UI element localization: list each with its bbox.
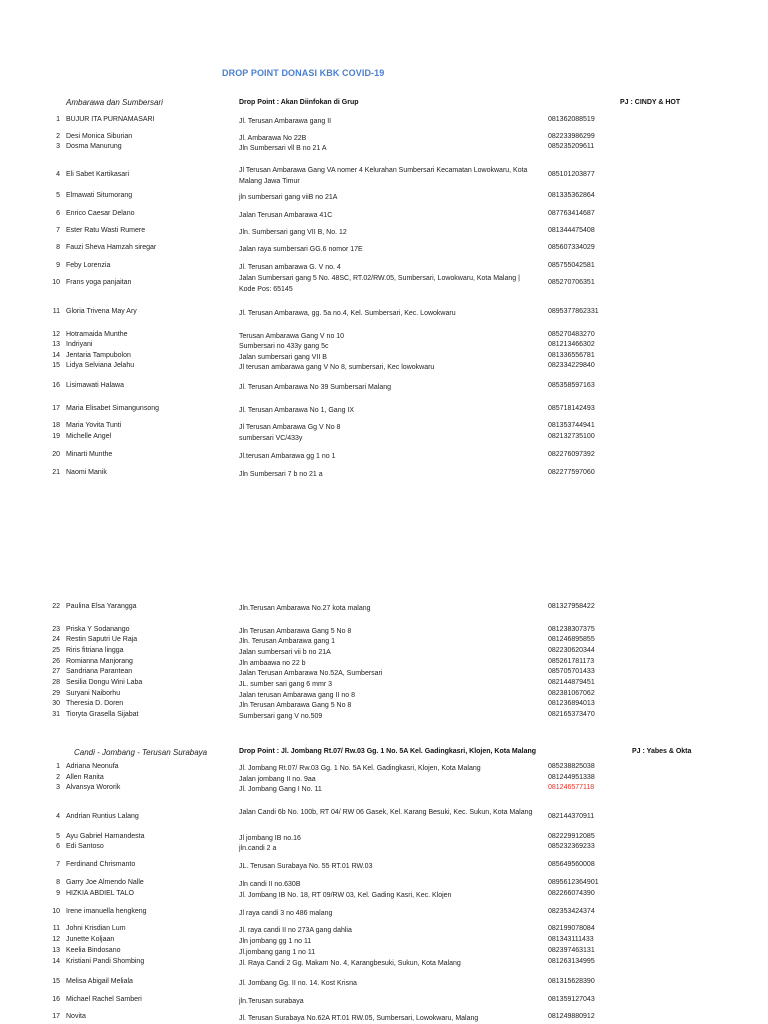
row-phone: 082277597060 — [548, 469, 595, 476]
row-phone: 081244951338 — [548, 774, 595, 781]
row-phone: 081336556781 — [548, 352, 595, 359]
row-address: Jalan jombang II no. 9aa — [239, 776, 316, 783]
row-phone: 087763414687 — [548, 210, 595, 217]
row-number: 1 — [56, 763, 60, 770]
row-phone: 085101203877 — [548, 171, 595, 178]
row-name: Edi Santoso — [66, 843, 104, 850]
row-name: Suryani Naiborhu — [66, 690, 121, 697]
row-phone: 081344475408 — [548, 227, 595, 234]
row-number: 9 — [56, 262, 60, 269]
row-phone: 085607334029 — [548, 244, 595, 251]
row-phone: 081249880912 — [548, 1013, 595, 1020]
row-phone: 081362088519 — [548, 116, 595, 123]
row-name: Lisimawati Halawa — [66, 382, 124, 389]
row-name: Garry Joe Almendo Nalle — [66, 879, 144, 886]
row-address: Jalan Candi 6b No. 100b, RT 04/ RW 06 Gasek, Kel. Karang Besuki, Kec. Sukun, Kota Malang — [239, 809, 533, 816]
row-name: Gloria Trivena May Ary — [66, 308, 137, 315]
row-name: Tioryta Grasella Sijabat — [66, 711, 139, 718]
row-address: Jl.terusan Ambarawa gg 1 no 1 — [239, 453, 336, 460]
row-name: Irene imanuella hengkeng — [66, 908, 147, 915]
section-1-pj: PJ : CINDY & HOT — [620, 99, 681, 106]
row-name: Romianna Manjorang — [66, 658, 133, 665]
row-address: Jalan sumbersari vii b no 21A — [239, 649, 331, 656]
row-phone: 081238307375 — [548, 626, 595, 633]
row-address: Jln. Terusan Ambarawa gang 1 — [239, 638, 335, 645]
row-name: Junette Koljaan — [66, 936, 115, 943]
row-number: 14 — [52, 352, 60, 359]
row-name: Priska Y Sodanango — [66, 626, 130, 633]
row-number: 15 — [52, 978, 60, 985]
row-number: 1 — [56, 116, 60, 123]
row-number: 2 — [56, 133, 60, 140]
row-phone: 08527070635​1 — [548, 279, 595, 286]
row-number: 14 — [52, 958, 60, 965]
row-address: Jalan Sumbersari gang 5 No. 48SC, RT.02/RW.05, Sumbersari, Lowokwaru, Kota Malang | Kode Pos: 65145 — [239, 275, 520, 293]
row-address: Terusan Ambarawa Gang V no 10 — [239, 333, 345, 340]
row-address: jln.candi 2 a — [239, 845, 277, 852]
row-address: Jl Terusan Ambarawa Gang VA nomer 4 Kelurahan Sumbersari Kecamatan Lowokwaru, Kota Malang Jawa Timur — [239, 167, 528, 185]
row-name: Enrico Caesar Delano — [66, 210, 135, 217]
row-number: 8 — [56, 244, 60, 251]
row-address: Jalan terusan Ambarawa gang II no 8 — [239, 692, 355, 699]
row-name: Riris fitriana lingga — [66, 647, 124, 654]
row-phone: 081315628390 — [548, 978, 595, 985]
row-name: Sandriana Parantean — [66, 668, 133, 675]
row-number: 21 — [52, 469, 60, 476]
row-phone: 082132735100 — [548, 433, 595, 440]
row-name: Michelle Angel — [66, 433, 112, 440]
row-phone: 0895612364901 — [548, 879, 599, 886]
row-phone: 085755042581 — [548, 262, 595, 269]
row-phone: 085705701433 — [548, 668, 595, 675]
row-name: Ferdinand Chrismanto — [66, 861, 136, 868]
row-phone: 085261781173 — [548, 658, 595, 665]
row-name: Keelia Bindosano — [66, 947, 121, 954]
row-number: 27 — [52, 668, 60, 675]
row-name: Theresia D. Doren — [66, 700, 124, 707]
row-number: 23 — [52, 626, 60, 633]
row-phone: 085235209611 — [548, 143, 595, 150]
row-name: Desi Monica Siburian — [66, 133, 133, 140]
row-address: Jl. Jombang Gang I No. 11 — [239, 786, 322, 793]
row-address: Jln Sumbersari vll B no 21 A — [239, 145, 327, 152]
row-address: Jl. Terusan Ambarawa No 1, Gang IX — [239, 407, 355, 414]
row-phone: 085270483270 — [548, 331, 595, 338]
row-phone: 081236894013 — [548, 700, 595, 707]
row-name: Dosma Manurung — [66, 143, 122, 150]
row-address: Jl raya candi 3 no 486 malang — [239, 910, 333, 917]
row-address: Jln Sumbersari 7 b no 21 a — [239, 471, 323, 478]
row-number: 2 — [56, 774, 60, 781]
row-phone: 081327958422 — [548, 603, 595, 610]
row-name: Frans yoga panjaitan — [66, 279, 132, 286]
row-phone: 081353744941 — [548, 422, 595, 429]
row-phone: 081246895855 — [548, 636, 595, 643]
section-2-drop-point: Drop Point : Jl. Jombang Rt.07/ Rw.03 Gg. 1 No. 5A Kel. Gadingkasri, Klojen, Kota Malang — [239, 748, 537, 755]
row-address: Sumbersari no 433y gang 5c — [239, 343, 329, 350]
row-number: 4 — [56, 171, 60, 178]
row-number: 24 — [52, 636, 60, 643]
row-name: Hotramaida Munthe — [66, 331, 128, 338]
row-number: 7 — [56, 861, 60, 868]
row-number: 9 — [56, 890, 60, 897]
row-number: 10 — [52, 279, 60, 286]
row-phone: 081263134995 — [548, 958, 595, 965]
row-address: Jln Terusan Ambarawa Gang 5 No 8 — [239, 628, 352, 635]
row-name: Melisa Abigail Meliala — [66, 978, 133, 985]
row-number: 20 — [52, 451, 60, 458]
row-address: Jln. Sumbersari gang VII B, No. 12 — [239, 229, 347, 236]
row-address: JL. sumber sari gang 6 mmr 3 — [239, 681, 332, 688]
row-number: 22 — [52, 603, 60, 610]
row-phone: 082144879451 — [548, 679, 595, 686]
section-2-pj: PJ : Yabes & Okta — [632, 748, 692, 755]
row-phone: 081343111433 — [548, 936, 594, 943]
row-name: Michael Rachel Samberi — [66, 996, 142, 1003]
row-number: 13 — [52, 341, 60, 348]
row-address: sumbersari VC/433y — [239, 435, 303, 442]
row-phone: 085358597163 — [548, 382, 595, 389]
row-address: Jl. Terusan ambarawa G. V no. 4 — [239, 264, 341, 271]
row-name: Jentaria Tampubolon — [66, 352, 131, 359]
row-name: Maria Yovita Tunti — [66, 422, 122, 429]
row-phone: 081359127043 — [548, 996, 595, 1003]
row-phone: 081246577118 — [548, 784, 595, 791]
row-address: Jl. Jombang Rt.07/ Rw.03 Gg. 1 No. 5A Kel. Gadingkasri, Klojen, Kota Malang — [239, 765, 481, 772]
row-number: 13 — [52, 947, 60, 954]
row-phone: 082334229840 — [548, 362, 595, 369]
row-phone: 085718142493 — [548, 405, 595, 412]
row-name: Indriyani — [66, 341, 93, 348]
row-address: Jl. Terusan Ambarawa, gg. 5a no.4, Kel. Sumbersari, Kec. Lowokwaru — [239, 310, 456, 317]
section-2-name: Candi - Jombang - Terusan Surabaya — [74, 748, 208, 757]
row-number: 11 — [52, 308, 60, 315]
row-name: Lidya Selviana Jelahu — [66, 362, 135, 369]
row-phone: 082229912085 — [548, 833, 595, 840]
row-number: 25 — [52, 647, 60, 654]
row-name: Paulina Elsa Yarangga — [66, 603, 137, 610]
row-number: 3 — [56, 143, 60, 150]
row-number: 6 — [56, 210, 60, 217]
row-name: Kristiani Pandi Shombing — [66, 958, 145, 965]
row-number: 26 — [52, 658, 60, 665]
row-phone: 081335362864 — [548, 192, 595, 199]
row-address: Jl. Jombang Gg. II no. 14. Kost Krisna — [239, 980, 357, 987]
row-phone: 082381067062 — [548, 690, 595, 697]
section-1-drop-point: Drop Point : Akan Diinfokan di Grup — [239, 99, 359, 106]
row-number: 12 — [52, 936, 60, 943]
row-number: 17 — [52, 405, 60, 412]
row-number: 28 — [52, 679, 60, 686]
row-name: Adriana Neonufa — [66, 763, 119, 770]
row-number: 17 — [52, 1013, 60, 1020]
row-name: HIZKIA ABDIEL TALO — [66, 890, 134, 897]
row-number: 29 — [52, 690, 60, 697]
row-phone: 085238825038 — [548, 763, 595, 770]
row-name: Allen Ranita — [66, 774, 104, 781]
row-address: Jl. Terusan Ambarawa No 39 Sumbersari Malang — [239, 384, 392, 391]
row-phone: 082144370911 — [548, 813, 595, 820]
row-address: Jl terusan ambarawa gang V No 8, sumbersari, Kec lowokwaru — [239, 364, 435, 371]
row-phone: 085232369233 — [548, 843, 595, 850]
row-number: 16 — [52, 996, 60, 1003]
row-address: Jl. Ambarawa No 22B — [239, 135, 307, 142]
row-address: Jl. raya candi II no 273A gang dahlia — [239, 927, 352, 934]
row-phone: 082165373470 — [548, 711, 595, 718]
row-address: jln sumbersari gang viiB no 21A — [239, 194, 338, 201]
row-phone: 082233986299 — [548, 133, 595, 140]
row-name: Alvansya Wororik — [66, 784, 121, 791]
row-address: Jln.Terusan Ambarawa No.27 kota malang — [239, 605, 371, 612]
row-address: Jl Terusan Ambarawa Gg V No 8 — [239, 424, 341, 431]
row-address: Jl jombang IB no.16 — [239, 835, 301, 842]
row-name: Sesilia Dongu Wini Laba — [66, 679, 143, 686]
row-address: Jalan sumbersari gang VII B — [239, 354, 327, 361]
row-number: 10 — [52, 908, 60, 915]
row-name: Restin Saputri Ue Raja — [66, 636, 138, 643]
row-number: 15 — [52, 362, 60, 369]
row-address: Jln jombang gg 1 no 11 — [239, 938, 312, 945]
row-number: 31 — [52, 711, 60, 718]
row-address: Sumbersari gang V no.509 — [239, 713, 323, 720]
row-address: jln.Terusan surabaya — [239, 998, 304, 1005]
row-phone: 082199078084 — [548, 925, 595, 932]
row-address: Jln Terusan Ambarawa Gang 5 No 8 — [239, 702, 352, 709]
row-address: Jln candi II no.630B — [239, 881, 301, 888]
row-address: Jalan Terusan Ambarawa 41C — [239, 212, 333, 219]
row-name: BUJUR ITA PURNAMASARI — [66, 116, 155, 123]
row-number: 11 — [52, 925, 60, 932]
row-address: Jl. Terusan Surabaya No.62A RT.01 RW.05, Sumbersari, Lowokwaru, Malang — [239, 1015, 479, 1022]
row-name: Ester Ratu Wasti Rumere — [66, 227, 146, 234]
row-number: 19 — [52, 433, 60, 440]
row-number: 30 — [52, 700, 60, 707]
row-name: Feby Lorenzia — [66, 262, 111, 269]
row-name: Johni Krisdian Lum — [66, 925, 126, 932]
row-address: Jln ambaawa no 22 b — [239, 660, 306, 667]
row-phone: 081213466302 — [548, 341, 595, 348]
row-phone: 082230620344 — [548, 647, 595, 654]
row-number: 16 — [52, 382, 60, 389]
row-name: Eli Sabet Kartikasari — [66, 171, 130, 178]
row-address: Jl. Terusan Ambarawa gang II — [239, 118, 332, 125]
row-number: 4 — [56, 813, 60, 820]
row-name: Fauzi Sheva Hamzah siregar — [66, 244, 157, 251]
row-number: 5 — [56, 833, 60, 840]
row-phone: 082276097392 — [548, 451, 595, 458]
row-number: 8 — [56, 879, 60, 886]
row-number: 7 — [56, 227, 60, 234]
section-1-name: Ambarawa dan Sumbersari — [66, 98, 163, 107]
row-name: Maria Elisabet Simangunsong — [66, 405, 159, 412]
row-name: Andrian Runtius Lalang — [66, 813, 139, 820]
document-title: DROP POINT DONASI KBK COVID-19 — [222, 68, 385, 78]
row-address: Jl. Raya Candi 2 Gg. Makam No. 4, Karangbesuki, Sukun, Kota Malang — [239, 960, 461, 967]
row-phone: 082353424374 — [548, 908, 595, 915]
row-phone: 0895377862331 — [548, 308, 599, 315]
row-name: Naomi Manik — [66, 469, 107, 476]
row-phone: 082266074390 — [548, 890, 595, 897]
row-phone: 082397463131 — [548, 947, 595, 954]
row-number: 5 — [56, 192, 60, 199]
row-name: Minarti Munthe — [66, 451, 113, 458]
row-number: 3 — [56, 784, 60, 791]
row-name: Elmawati Situmorang — [66, 192, 133, 199]
row-number: 6 — [56, 843, 60, 850]
row-address: Jalan raya sumbersari GG.6 nomor 17E — [239, 246, 363, 253]
row-number: 12 — [52, 331, 60, 338]
row-address: Jalan Terusan Ambarawa No.52A, Sumbersari — [239, 670, 383, 677]
row-name: Novita — [66, 1013, 86, 1020]
row-name: Ayu Gabriel Harnandesta — [66, 833, 145, 840]
row-phone: 085649560008 — [548, 861, 595, 868]
row-address: Jl. Jombang IB No. 18, RT 09/RW 03, Kel. Gading Kasri, Kec. Klojen — [239, 892, 452, 899]
row-address: JL. Terusan Surabaya No. 55 RT.01 RW.03 — [239, 863, 373, 870]
row-address: Jl.jombang gang 1 no 11 — [239, 949, 316, 956]
row-number: 18 — [52, 422, 60, 429]
